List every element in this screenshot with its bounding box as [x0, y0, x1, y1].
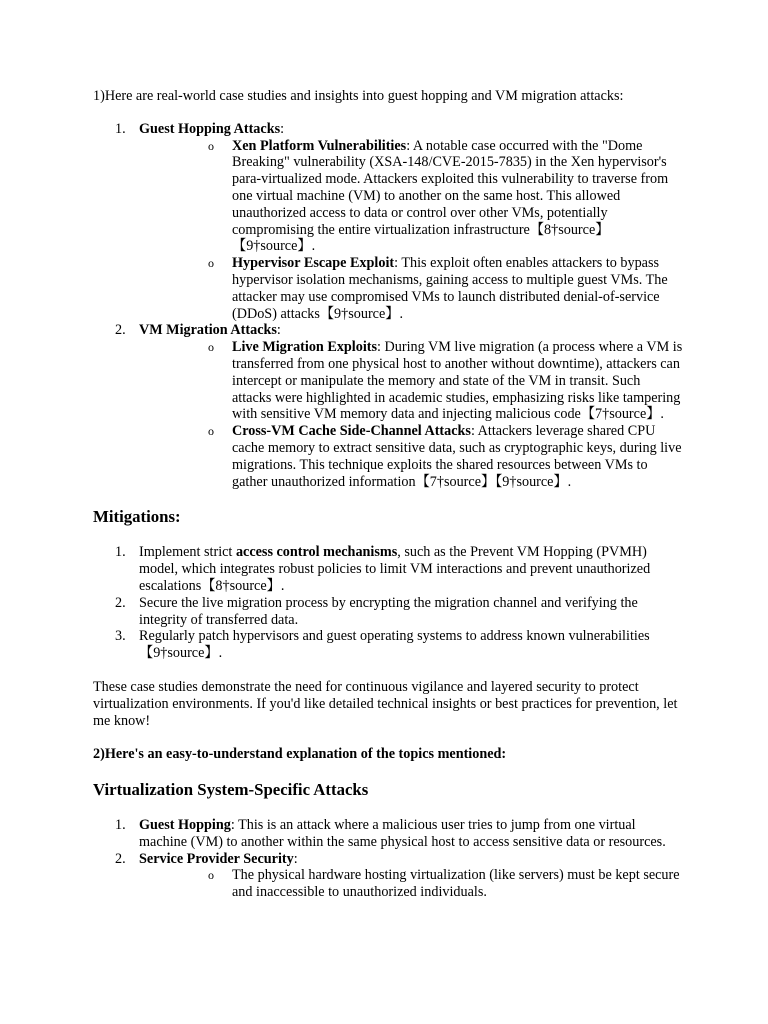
sub-item-text: : During VM live migration (a process where a VM is transferred from one physical host to another without downtime), attackers can intercept or manipulate the memory and state of the VM in transit. Such attacks were highlighted in academic studies, emphasizing risks like tampering with sensitive VM memory data and injecting malicious code【7†source】.	[232, 339, 683, 423]
bullet-glyph: o	[208, 424, 214, 439]
title-suffix: :	[276, 322, 281, 339]
sub-item-title: Hypervisor Escape Exploit	[232, 255, 395, 272]
virt-item-service-provider	[93, 851, 683, 901]
sub-item-cache-side-channel	[139, 423, 683, 490]
sub-item-title: Xen Platform Vulnerabilities	[232, 137, 407, 154]
mitigation-text: Secure the live migration process by encrypting the migration channel and verifying the integrity of transferred data.	[139, 594, 638, 628]
section-2-title: 2)Here's an easy-to-understand explanation of the topics mentioned:	[93, 746, 507, 763]
sub-item-text: The physical hardware hosting virtualization (like servers) must be kept secure and inaccessible to unauthorized individuals.	[232, 867, 680, 901]
sub-list	[139, 867, 683, 901]
sub-item-xen	[139, 138, 683, 256]
list-number: 3.	[115, 628, 126, 645]
summary-paragraph: These case studies demonstrate the need for continuous vigilance and layered security to protect virtualization environments. If you'd like detailed technical insights or best practices for prevention, let me know!	[93, 678, 678, 729]
document-page	[93, 88, 683, 901]
virtualization-heading: Virtualization System-Specific Attacks	[93, 780, 369, 800]
list-item-guest-hopping	[93, 121, 683, 323]
bullet-glyph: o	[208, 340, 214, 355]
list-number: 1.	[115, 120, 126, 137]
virt-item-title: Service Provider Security	[139, 850, 294, 867]
virtualization-list	[93, 817, 683, 901]
bullet-glyph: o	[208, 868, 214, 883]
list-item-title: VM Migration Attacks	[139, 322, 277, 339]
mitigation-bold: access control mechanisms	[235, 544, 398, 561]
virt-item-text: : This is an attack where a malicious user tries to jump from one virtual machine (VM) to another within the same physical host to access sensitive data or resources.	[139, 817, 666, 850]
case-studies-list	[93, 121, 683, 491]
mitigations-heading: Mitigations:	[93, 507, 181, 527]
list-number: 2.	[115, 850, 126, 867]
title-suffix: :	[280, 120, 285, 137]
list-number: 1.	[115, 817, 126, 834]
sub-item-text: : Attackers leverage shared CPU cache memory to extract sensitive data, such as cryptographic keys, during live migrations. This technique exploits the shared resources between VMs to gather unauthorized information【7†source】【9†source】.	[232, 423, 682, 490]
mitigation-text: Implement strict	[139, 544, 236, 561]
sub-list	[139, 138, 683, 323]
virt-item-guest-hopping	[93, 817, 683, 851]
list-number: 2.	[115, 322, 126, 339]
list-number: 1.	[115, 544, 126, 561]
sub-item-hypervisor-escape	[139, 255, 683, 322]
sub-item-text: : This exploit often enables attackers to bypass hypervisor isolation mechanisms, gaining access to multiple guest VMs. The attacker may use compromised VMs to launch distributed denial-of-service (DDoS) attacks【9†source】.	[232, 255, 668, 322]
sub-item-live-migration	[139, 339, 683, 423]
virt-item-title: Guest Hopping	[139, 817, 231, 834]
sub-item-title: Cross-VM Cache Side-Channel Attacks	[232, 423, 471, 440]
bullet-glyph: o	[208, 138, 214, 153]
virt-item-text: :	[293, 850, 298, 867]
mitigation-item	[93, 628, 683, 662]
sub-item-physical-hardware	[139, 867, 683, 901]
mitigation-item	[93, 595, 683, 629]
sub-item-text: : A notable case occurred with the "Dome Breaking" vulnerability (XSA-148/CVE-2015-7835) in the Xen hypervisor's para-virtualized mode. Attackers exploited this vulnerability to traverse from one virtual machine (VM) to another on the same host. This allowed unauthorized access to data or control over other VMs, potentially compromising the entire virtualization infrastructure【8†source】【9†source】.	[232, 137, 669, 255]
bullet-glyph: o	[208, 256, 214, 271]
list-item-vm-migration	[93, 322, 683, 490]
mitigation-text-post: , such as the Prevent VM Hopping (PVMH) model, which integrates robust policies to limit VM interactions and prevent unauthorized escalations【8†source】.	[139, 544, 651, 594]
intro-paragraph: 1)Here are real-world case studies and insights into guest hopping and VM migration attacks:	[93, 88, 624, 104]
sub-item-title: Live Migration Exploits	[232, 339, 378, 356]
list-number: 2.	[115, 594, 126, 611]
list-item-title: Guest Hopping Attacks	[139, 120, 281, 137]
mitigation-text: Regularly patch hypervisors and guest operating systems to address known vulnerabilities【9†source】.	[139, 628, 650, 662]
mitigations-list	[93, 544, 683, 662]
mitigation-item	[93, 544, 683, 594]
sub-list	[139, 339, 683, 490]
